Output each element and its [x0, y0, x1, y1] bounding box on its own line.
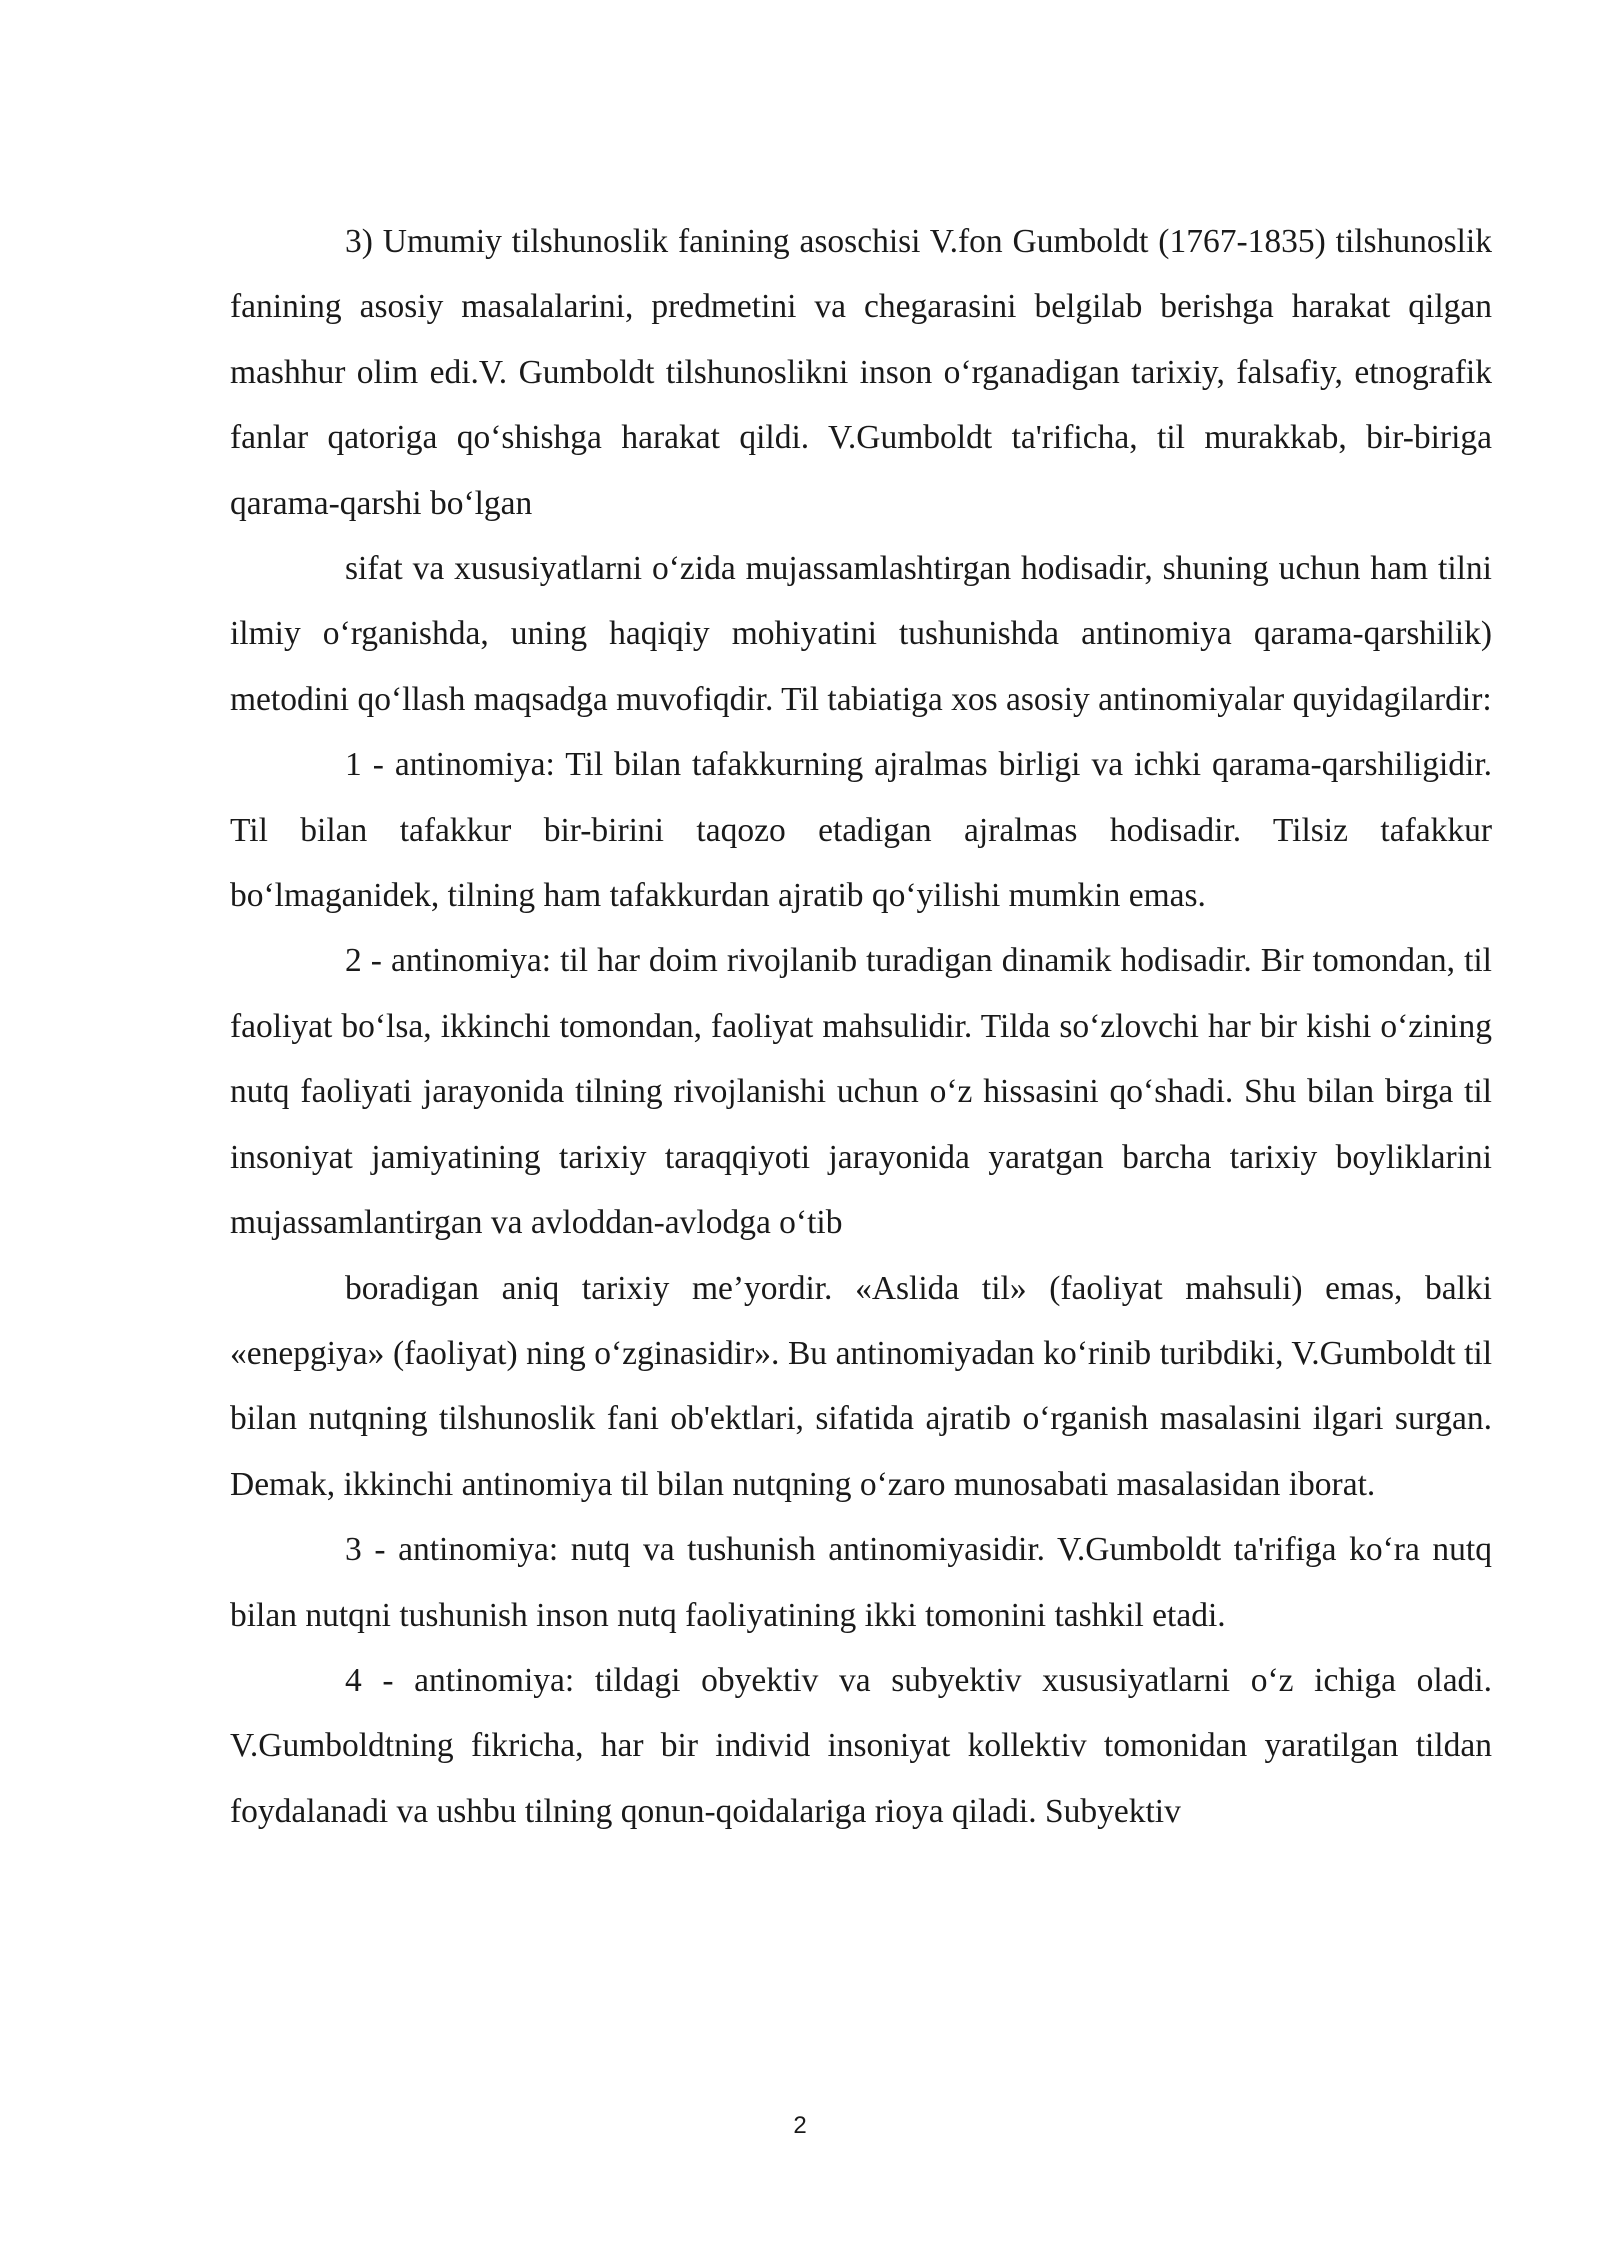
page-number: 2 [793, 2112, 807, 2139]
paragraph-antinomy-4: 4 - antinomiya: tildagi obyektiv va subyektiv xususiyatlarni o‘z ichiga oladi. V.Gumboldtning fikricha, har bir individ insoniyat kollektiv tomonidan yaratilgan tildan foydalanadi va ushbu tilning qonun-qoidalariga rioya qiladi. Subyektiv [230, 1661, 1492, 1830]
paragraph-antinomy-3: 3 - antinomiya: nutq va tushunish antinomiyasidir. V.Gumboldt ta'rifiga ko‘ra nutq bilan nutqni tushunish inson nutq faoliyatining ikki tomonini tashkil etadi. [230, 1531, 1492, 1634]
paragraph-antinomy-method: sifat va xususiyatlarni o‘zida mujassamlashtirgan hodisadir, shuning uchun ham tilni ilmiy o‘rganishda, uning haqiqiy mohiyatini tushunishda antinomiya qarama-qarshilik) metodini qo‘llash maqsadga muvofiqdir. Til tabiatiga xos asosiy antinomiyalar quyidagilardir: [230, 550, 1492, 718]
paragraph-intro-gumboldt: 3) Umumiy tilshunoslik fanining asoschisi V.fon Gumboldt (1767-1835) tilshunoslik fanining asosiy masalalarini, predmetini va chegarasini belgilab berishga harakat qilgan mashhur olim edi.V. Gumboldt tilshunoslikni inson o‘rganadigan tarixiy, falsafiy, etnografik fanlar qatoriga qo‘shishga harakat qildi. V.Gumboldt ta'rificha, til murakkab, bir-biriga qarama-qarshi bo‘lgan [230, 223, 1492, 522]
document-body [230, 209, 1492, 1844]
paragraph-antinomy-2: 2 - antinomiya: til har doim rivojlanib turadigan dinamik hodisadir. Bir tomondan, til faoliyat bo‘lsa, ikkinchi tomondan, faoliyat mahsulidir. Tilda so‘zlovchi har bir kishi o‘zining nutq faoliyati jarayonida tilning rivojlanishi uchun o‘z hissasini qo‘shadi. Shu bilan birga til insoniyat jamiyatining tarixiy taraqqiyoti jarayonida yaratgan barcha tarixiy boyliklarini mujassamlantirgan va avloddan-avlodga o‘tib [230, 942, 1492, 1242]
paragraph-antinomy-1: 1 - antinomiya: Til bilan tafakkurning ajralmas birligi va ichki qarama-qarshiligidir. Til bilan tafakkur bir-birini taqozo etadigan ajralmas hodisadir. Tilsiz tafakkur bo‘lmaganidek, tilning ham tafakkurdan ajratib qo‘yilishi mumkin emas. [230, 746, 1492, 915]
paragraph-antinomy-2-continued: boradigan aniq tarixiy me’yordir. «Aslida til» (faoliyat mahsuli) emas, balki «enepgiya» (faoliyat) ning o‘zginasidir». Bu antinomiyadan ko‘rinib turibdiki, V.Gumboldt til bilan nutqning tilshunoslik fani ob'ektlari, sifatida ajratib o‘rganish masalasini ilgari surgan. Demak, ikkinchi antinomiya til bilan nutqning o‘zaro munosabati masalasidan iborat. [230, 1269, 1492, 1503]
